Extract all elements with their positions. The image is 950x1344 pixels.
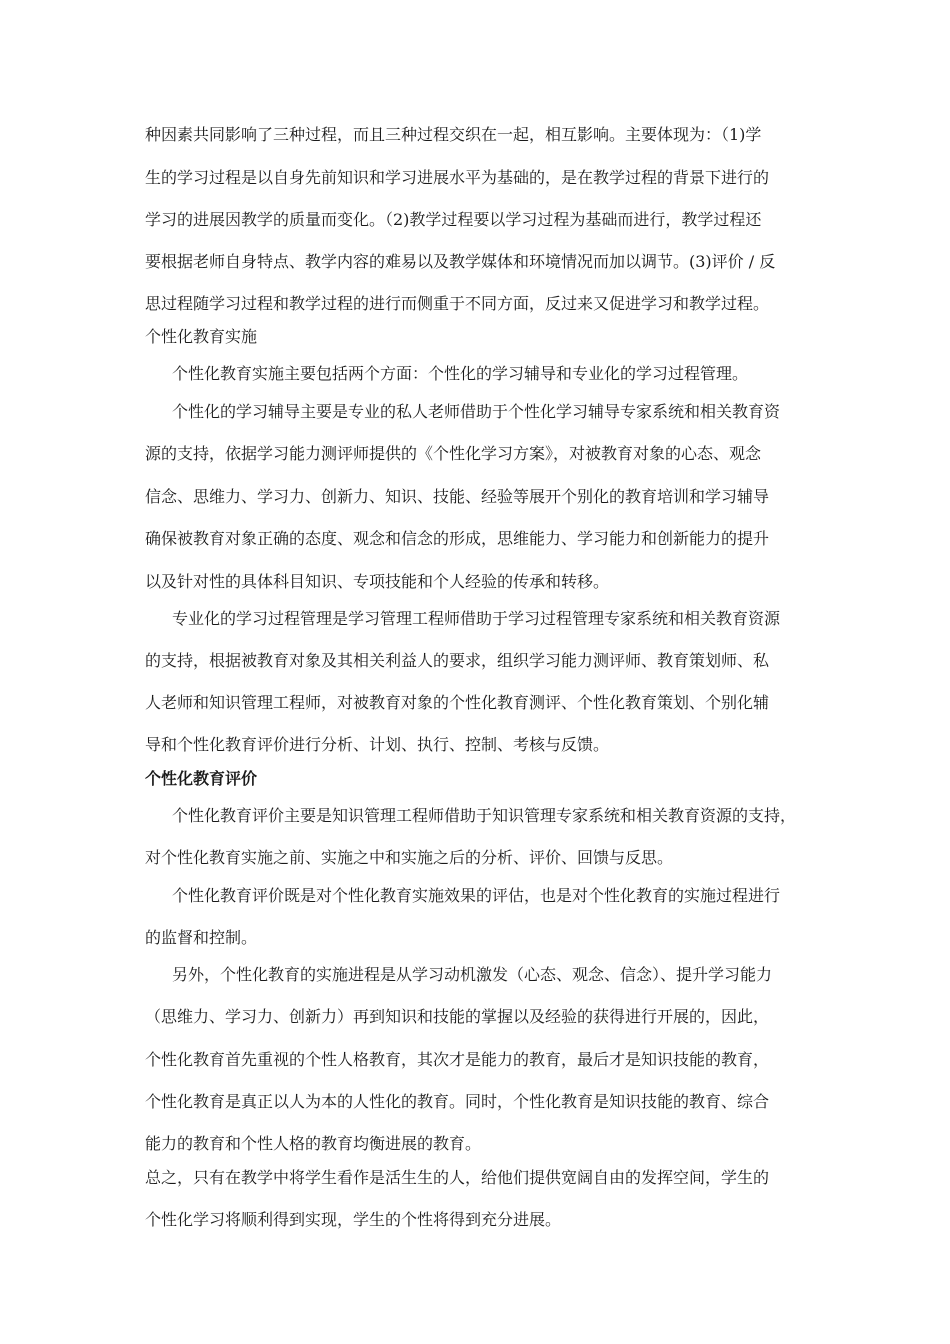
paragraph-line: 的支持，根据被教育对象及其相关利益人的要求，组织学习能力测评师、教育策划师、私 xyxy=(145,651,770,670)
paragraph-line: （思维力、学习力、创新力）再到知识和技能的掌握以及经验的获得进行开展的，因此， xyxy=(145,1007,770,1026)
paragraph-line: 个性化教育是真正以人为本的人性化的教育。同时，个性化教育是知识技能的教育、综合 xyxy=(145,1092,770,1111)
paragraph-line: 源的支持，依据学习能力测评师提供的《个性化学习方案》，对被教育对象的心态、观念 xyxy=(145,444,762,463)
paragraph-line: 导和个性化教育评价进行分析、计划、执行、控制、考核与反馈。 xyxy=(145,735,610,754)
paragraph-line: 个性化教育评价既是对个性化教育实施效果的评估，也是对个性化教育的实施过程进行 xyxy=(172,886,781,905)
paragraph-line: 个性化教育实施主要包括两个方面：个性化的学习辅导和专业化的学习过程管理。 xyxy=(172,364,749,383)
paragraph-line: 以及针对性的具体科目知识、专项技能和个人经验的传承和转移。 xyxy=(145,572,610,591)
paragraph-line: 专业化的学习过程管理是学习管理工程师借助于学习过程管理专家系统和相关教育资源 xyxy=(172,609,781,628)
paragraph-line: 个性化学习将顺利得到实现，学生的个性将得到充分进展。 xyxy=(145,1210,562,1229)
paragraph-line: 对个性化教育实施之前、实施之中和实施之后的分析、评价、回馈与反思。 xyxy=(145,848,674,867)
section-heading: 个性化教育评价 xyxy=(145,769,258,788)
paragraph-line: 个性化的学习辅导主要是专业的私人老师借助于个性化学习辅导专家系统和相关教育资 xyxy=(172,402,781,421)
paragraph-line: 能力的教育和个性人格的教育均衡进展的教育。 xyxy=(145,1134,482,1153)
paragraph-line: 确保被教育对象正确的态度、观念和信念的形成，思维能力、学习能力和创新能力的提升 xyxy=(145,529,770,548)
paragraph-line: 信念、思维力、学习力、创新力、知识、技能、经验等展开个别化的教育培训和学习辅导 xyxy=(145,487,770,506)
paragraph-line: 个性化教育评价主要是知识管理工程师借助于知识管理专家系统和相关教育资源的支持， xyxy=(172,806,797,825)
paragraph-line: 思过程随学习过程和教学过程的进行而侧重于不同方面，反过来又促进学习和教学过程。 xyxy=(145,294,770,313)
paragraph-line: 要根据老师自身特点、教学内容的难易以及教学媒体和环境情况而加以调节。(3)评价 / 反 xyxy=(145,252,776,271)
paragraph-line: 个性化教育首先重视的个性人格教育，其次才是能力的教育，最后才是知识技能的教育， xyxy=(145,1050,770,1069)
paragraph-line: 种因素共同影响了三种过程，而且三种过程交织在一起，相互影响。主要体现为：（1)学 xyxy=(145,125,762,144)
paragraph-line: 人老师和知识管理工程师，对被教育对象的个性化教育测评、个性化教育策划、个别化辅 xyxy=(145,693,770,712)
paragraph-line: 学习的进展因教学的质量而变化。（2)教学过程要以学习过程为基础而进行，教学过程还 xyxy=(145,210,762,229)
paragraph-line: 总之，只有在教学中将学生看作是活生生的人，给他们提供宽阔自由的发挥空间，学生的 xyxy=(145,1168,770,1187)
paragraph-line: 生的学习过程是以自身先前知识和学习进展水平为基础的，是在教学过程的背景下进行的 xyxy=(145,168,770,187)
paragraph-line: 另外，个性化教育的实施进程是从学习动机激发（心态、观念、信念）、提升学习能力 xyxy=(172,965,773,984)
section-heading: 个性化教育实施 xyxy=(145,327,258,346)
paragraph-line: 的监督和控制。 xyxy=(145,928,258,947)
